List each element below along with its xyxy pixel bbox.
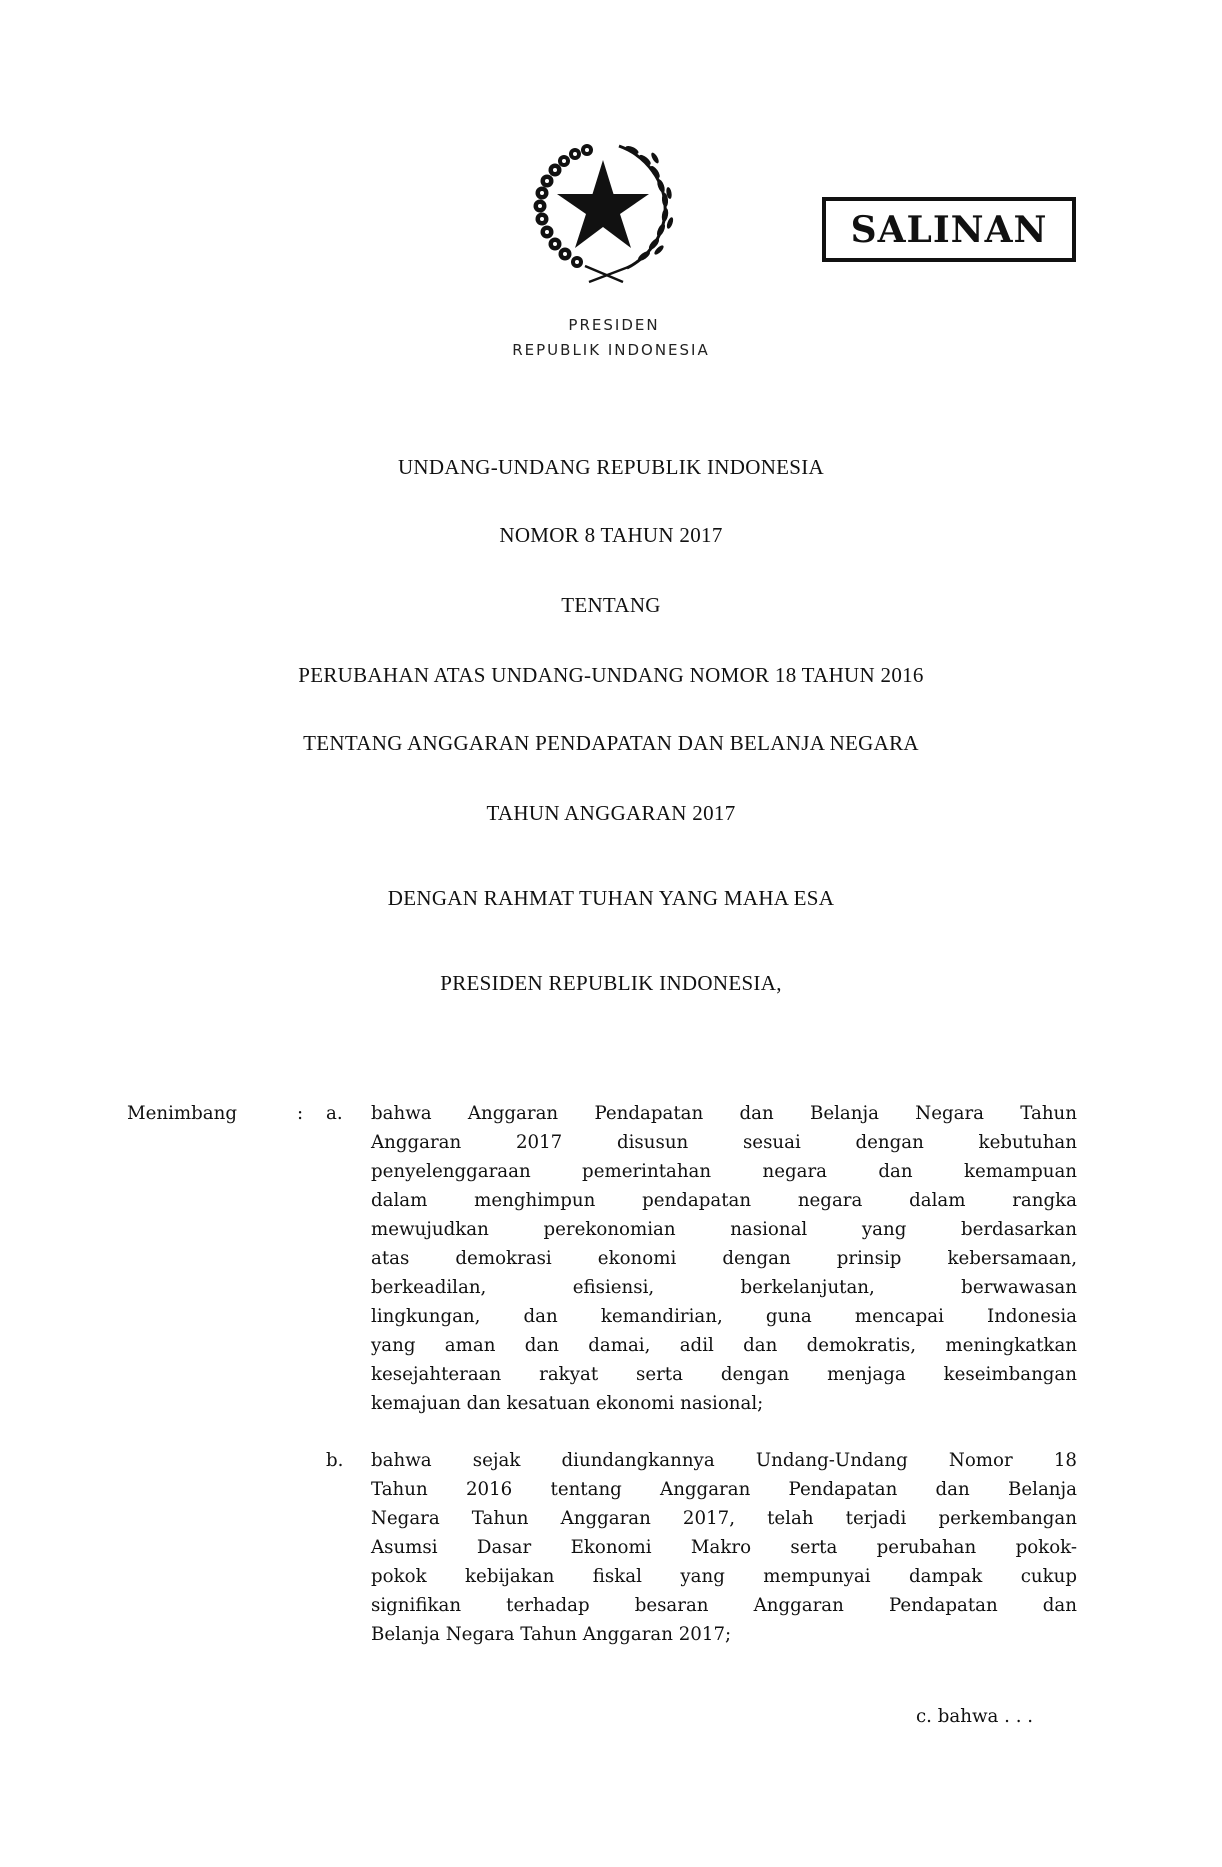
text-line: bahwa Anggaran Pendapatan dan Belanja Negara Tahun (371, 1103, 1077, 1124)
text-line: Asumsi Dasar Ekonomi Makro serta perubahan pokok- (371, 1537, 1077, 1558)
text-line: mewujudkan perekonomian nasional yang berdasarkan (371, 1219, 1077, 1240)
text-line: kemajuan dan kesatuan ekonomi nasional; (371, 1393, 764, 1414)
consideration-a-text (371, 1099, 1077, 1418)
law-title: UNDANG-UNDANG REPUBLIK INDONESIA (397, 455, 825, 479)
text-line: atas demokrasi ekonomi dengan prinsip kebersamaan, (371, 1248, 1077, 1269)
text-line: dalam menghimpun pendapatan negara dalam rangka (371, 1190, 1077, 1211)
salinan-stamp: SALINAN (822, 197, 1076, 262)
text-line: berkeadilan, efisiensi, berkelanjutan, berwawasan (371, 1277, 1077, 1298)
text-line: penyelenggaraan pemerintahan negara dan kemampuan (371, 1161, 1077, 1182)
text-line: lingkungan, dan kemandirian, guna mencapai Indonesia (371, 1306, 1077, 1327)
text-line: pokok kebijakan fiskal yang mempunyai dampak cukup (371, 1566, 1077, 1587)
law-number: NOMOR 8 TAHUN 2017 (499, 523, 723, 547)
presidential-emblem-icon (527, 138, 679, 286)
text-line: Tahun 2016 tentang Anggaran Pendapatan dan Belanja (371, 1479, 1077, 1500)
text-line: kesejahteraan rakyat serta dengan menjaga keseimbangan (371, 1364, 1077, 1385)
law-subject-line1: PERUBAHAN ATAS UNDANG-UNDANG NOMOR 18 TAHUN 2016 (298, 663, 924, 687)
consideration-a-label: a. (326, 1103, 343, 1124)
text-line: Negara Tahun Anggaran 2017, telah terjadi perkembangan (371, 1508, 1077, 1529)
text-line: signifikan terhadap besaran Anggaran Pendapatan dan (371, 1595, 1077, 1616)
text-line: bahwa sejak diundangkannya Undang-Undang Nomor 18 (371, 1450, 1077, 1471)
law-about-label: TENTANG (561, 593, 661, 617)
consideration-b-label: b. (326, 1450, 344, 1471)
enacting-authority: PRESIDEN REPUBLIK INDONESIA, (440, 971, 782, 995)
emblem-caption-republic: REPUBLIK INDONESIA (512, 341, 710, 359)
text-line: Belanja Negara Tahun Anggaran 2017; (371, 1624, 732, 1645)
text-line: yang aman dan damai, adil dan demokratis, meningkatkan (371, 1335, 1077, 1356)
invocation: DENGAN RAHMAT TUHAN YANG MAHA ESA (387, 886, 835, 910)
considerations-separator: : (297, 1103, 304, 1124)
law-subject-line3: TAHUN ANGGARAN 2017 (486, 801, 736, 825)
considerations-heading: Menimbang (127, 1103, 238, 1124)
page-continuation: c. bahwa . . . (916, 1706, 1034, 1727)
consideration-b-text (371, 1446, 1077, 1649)
emblem-caption-president: PRESIDEN (568, 316, 660, 334)
law-subject-line2: TENTANG ANGGARAN PENDAPATAN DAN BELANJA NEGARA (303, 731, 919, 755)
text-line: Anggaran 2017 disusun sesuai dengan kebutuhan (371, 1132, 1077, 1153)
